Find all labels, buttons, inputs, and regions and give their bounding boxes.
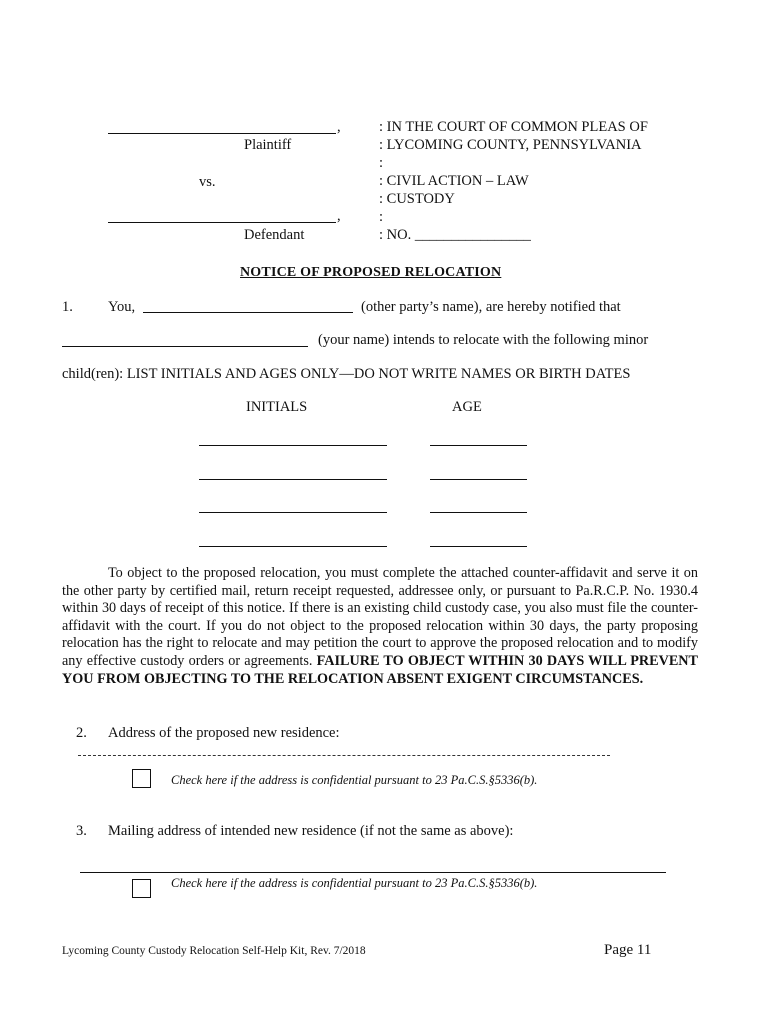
child-age-line[interactable] [430, 512, 527, 513]
child-initials-line[interactable] [199, 479, 387, 480]
item3-number: 3. [76, 823, 87, 839]
defendant-label: Defendant [244, 227, 305, 243]
item1-your-name-text: (your name) intends to relocate with the following minor [318, 332, 649, 348]
initials-header: INITIALS [246, 399, 308, 415]
other-party-name-line[interactable] [143, 312, 353, 313]
court-line-3: : [379, 155, 384, 171]
child-age-line[interactable] [430, 546, 527, 547]
item2-number: 2. [76, 725, 87, 741]
your-name-line[interactable] [62, 346, 308, 347]
age-header: AGE [452, 399, 482, 415]
item3-label: Mailing address of intended new residence (if not the same as above): [108, 823, 514, 839]
instructions-text: To object to the proposed relocation, you must complete the attached counter-affidavit and serve it on the other party by certified mail, return receipt requested, addressee only, or pursuant to Pa.R.C.P. No. 1930.4 within 30 days of receipt of this notice. If there is an existing child custody case, you also must file the counter-affidavit with the court. If you do not object to the proposed relocation within 30 days, the party proposing relocation has the right to relocate and may petition the court to approve the proposed relocation and to modify any effective custody orders or agreements. [62, 565, 698, 669]
child-age-line[interactable] [430, 479, 527, 480]
defendant-name-line[interactable] [108, 222, 336, 223]
item3-checkbox-text: Check here if the address is confidential pursuant to 23 Pa.C.S.§5336(b). [171, 876, 538, 890]
instructions-warning: FAILURE TO OBJECT WITHIN 30 DAYS WILL PREVENT YOU FROM OBJECTING TO THE RELOCATION ABSENT EXIGENT CIRCUMSTANCES. [62, 652, 699, 687]
new-residence-address-line[interactable] [78, 755, 610, 756]
court-line-1: : IN THE COURT OF COMMON PLEAS OF [379, 119, 648, 135]
plaintiff-name-line[interactable] [108, 133, 336, 134]
court-line-4: : CIVIL ACTION – LAW [379, 173, 529, 189]
vs-label: vs. [199, 174, 216, 190]
mailing-address-line[interactable] [80, 872, 666, 873]
document-title: NOTICE OF PROPOSED RELOCATION [240, 265, 502, 280]
case-number-line[interactable]: : NO. ________________ [379, 227, 531, 243]
item1-number: 1. [62, 299, 73, 315]
item1-children-text: child(ren): LIST INITIALS AND AGES ONLY—DO NOT WRITE NAMES OR BIRTH DATES [62, 366, 631, 382]
defendant-comma: , [337, 208, 341, 224]
page-number: Page 11 [604, 942, 652, 958]
item1-other-party-text: (other party’s name), are hereby notified that [361, 299, 621, 315]
plaintiff-comma: , [337, 119, 341, 135]
instructions-paragraph [62, 565, 698, 688]
child-initials-line[interactable] [199, 445, 387, 446]
item2-label: Address of the proposed new residence: [108, 725, 340, 741]
item2-checkbox-text: Check here if the address is confidential pursuant to 23 Pa.C.S.§5336(b). [171, 773, 538, 787]
court-line-5: : CUSTODY [379, 191, 455, 207]
footer-kit-text: Lycoming County Custody Relocation Self-Help Kit, Rev. 7/2018 [62, 945, 366, 957]
child-initials-line[interactable] [199, 512, 387, 513]
confidential-address-checkbox[interactable] [132, 769, 151, 788]
court-line-2: : LYCOMING COUNTY, PENNSYLVANIA [379, 137, 642, 153]
plaintiff-label: Plaintiff [244, 137, 292, 153]
item1-you-label: You, [108, 299, 136, 315]
child-initials-line[interactable] [199, 546, 387, 547]
confidential-mailing-checkbox[interactable] [132, 879, 151, 898]
court-line-6: : [379, 209, 384, 225]
child-age-line[interactable] [430, 445, 527, 446]
